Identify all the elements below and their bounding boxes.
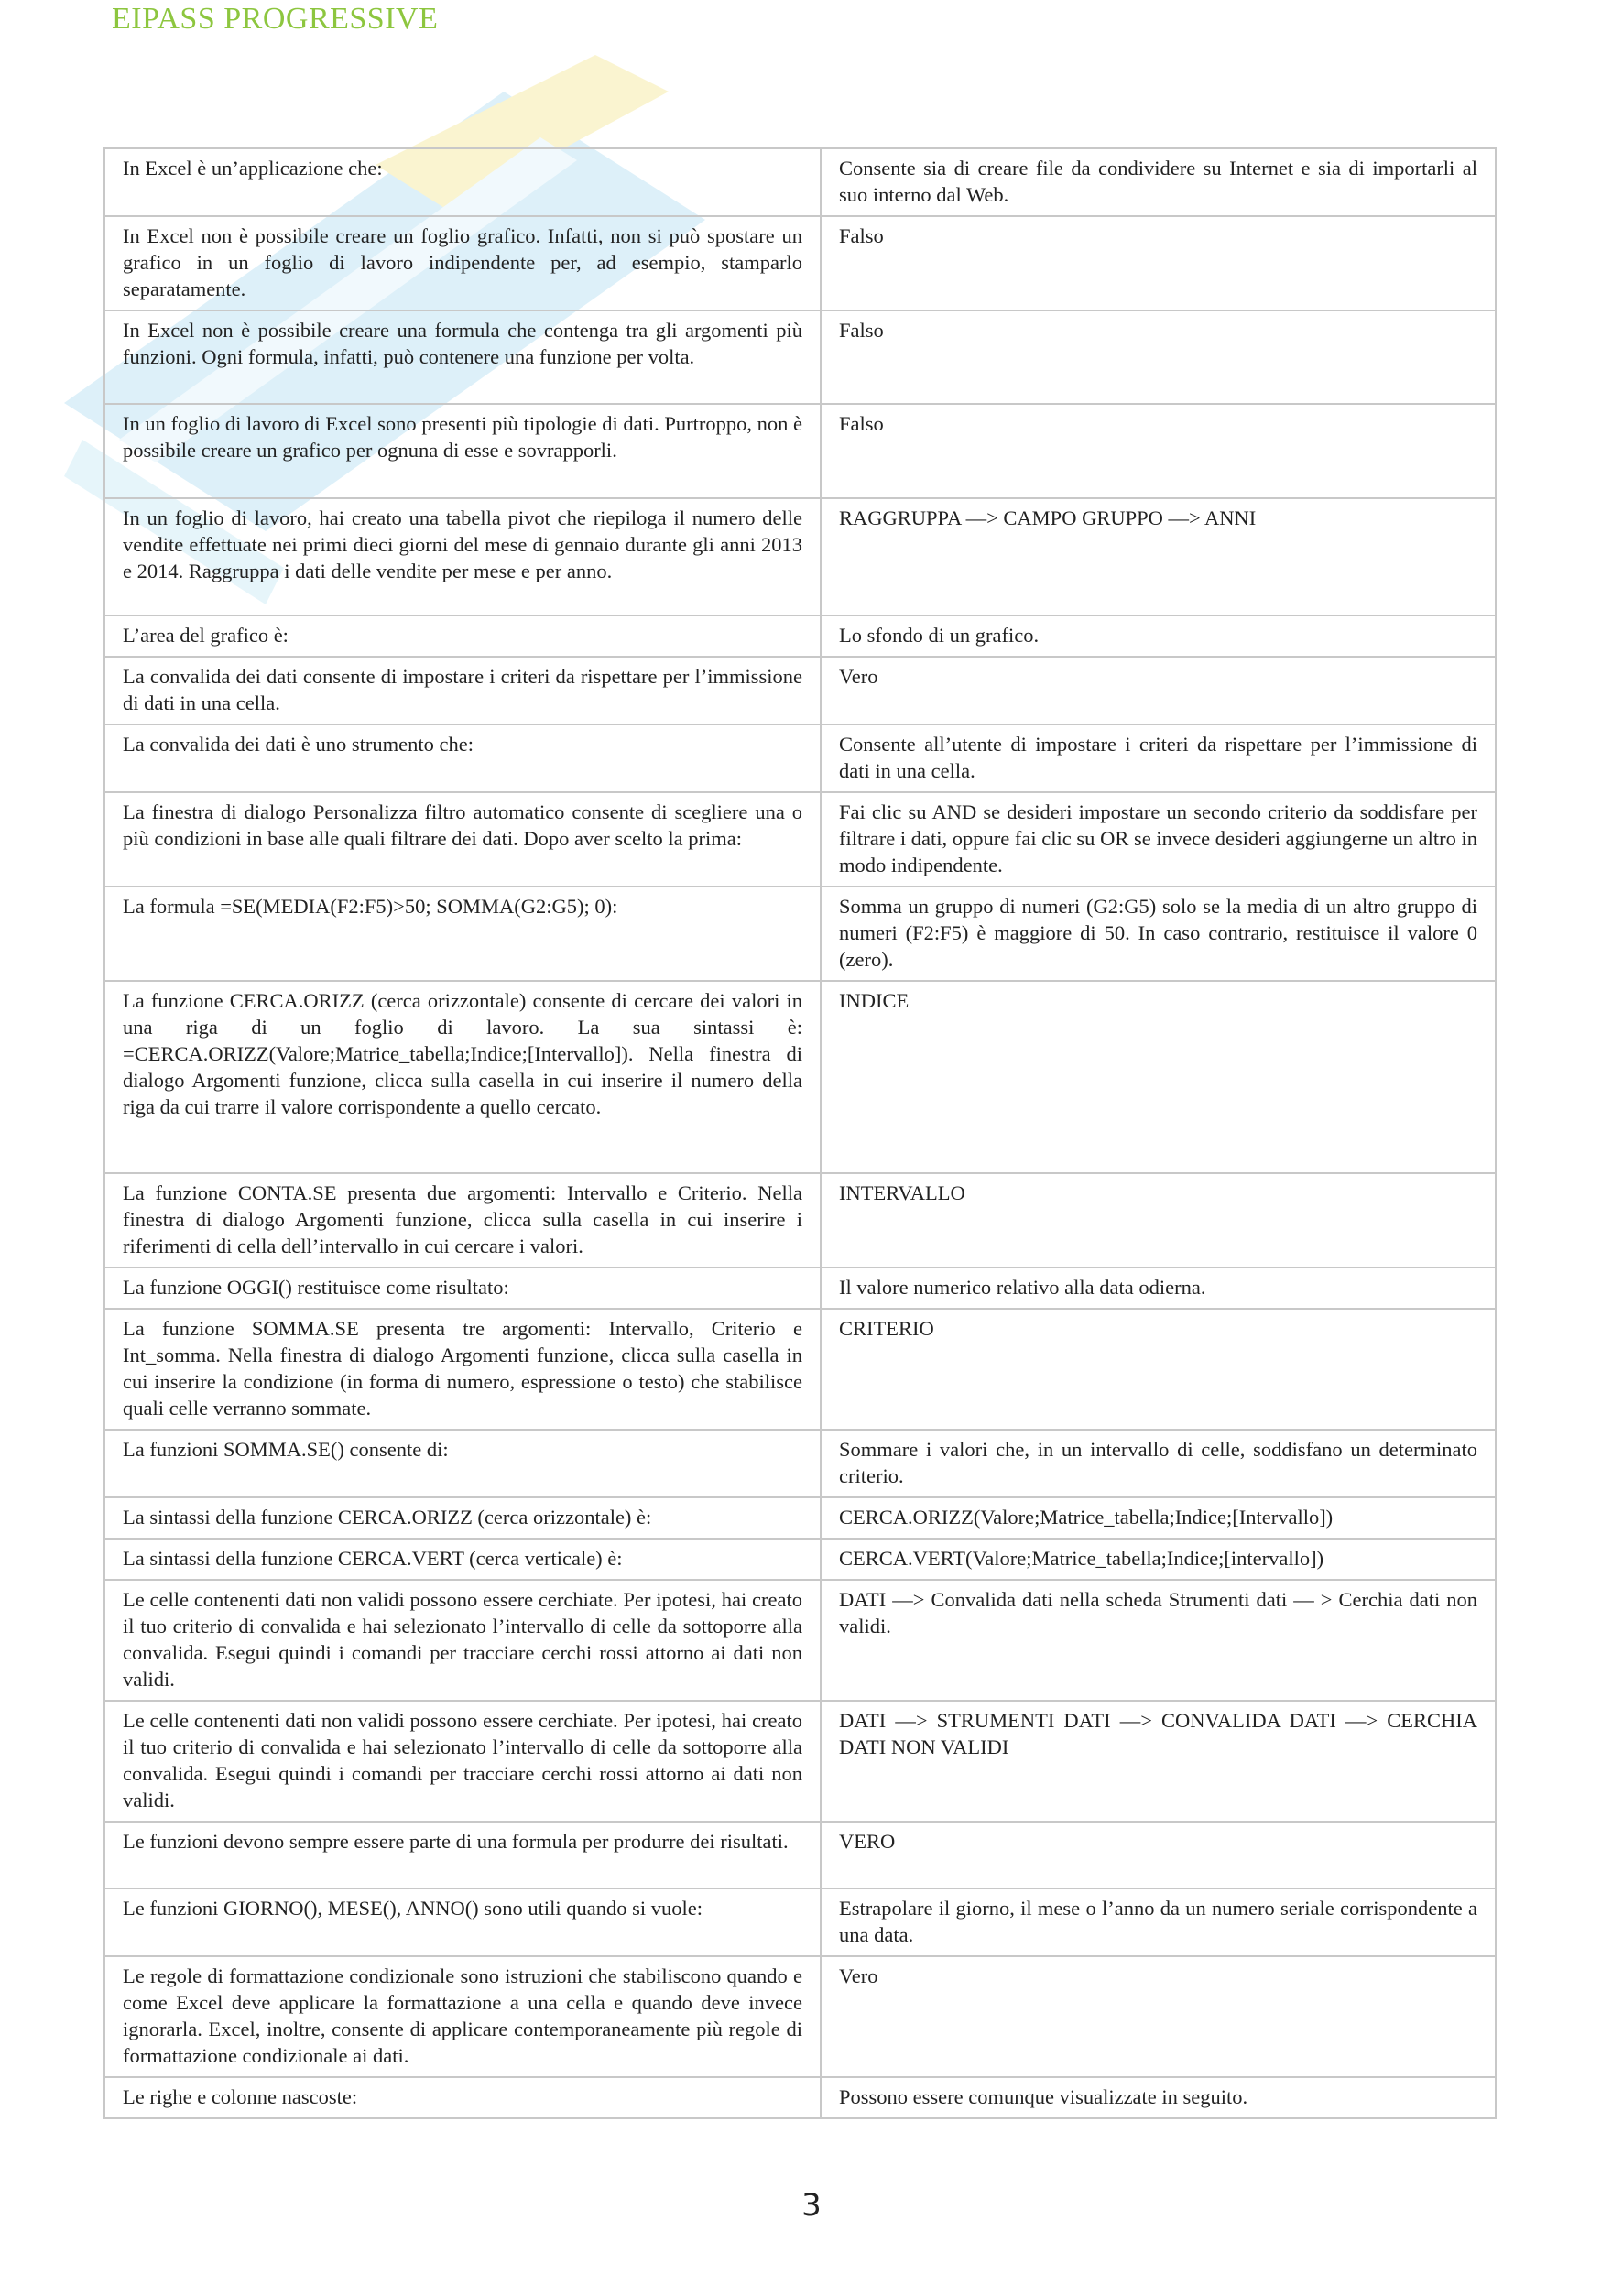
answer-cell: Possono essere comunque visualizzate in seguito. [821,2077,1496,2118]
question-cell: La sintassi della funzione CERCA.VERT (cerca verticale) è: [104,1539,821,1580]
question-cell: Le righe e colonne nascoste: [104,2077,821,2118]
table-row [104,310,1496,404]
page-number: 3 [801,2187,822,2224]
question-cell: La finestra di dialogo Personalizza filtro automatico consente di scegliere una o più condizioni in base alle quali filtrare dei dati. Dopo aver scelto la prima: [104,792,821,887]
table-row [104,1173,1496,1268]
question-cell: In Excel non è possibile creare un foglio grafico. Infatti, non si può spostare un grafico in un foglio di lavoro indipendente per, ad esempio, stamparlo separatamente. [104,216,821,310]
table-row [104,1430,1496,1497]
question-cell: In Excel è un’applicazione che: [104,148,821,216]
question-cell: La convalida dei dati è uno strumento che: [104,724,821,792]
question-cell: La convalida dei dati consente di impostare i criteri da rispettare per l’immissione di dati in una cella. [104,657,821,724]
answer-cell: CERCA.ORIZZ(Valore;Matrice_tabella;Indice;[Intervallo]) [821,1497,1496,1539]
answer-cell: Il valore numerico relativo alla data odierna. [821,1268,1496,1309]
table-row [104,792,1496,887]
question-cell: Le funzioni devono sempre essere parte di una formula per produrre dei risultati. [104,1822,821,1888]
question-cell: Le regole di formattazione condizionale sono istruzioni che stabiliscono quando e come Excel deve applicare la formattazione a una cella e quando deve invece ignorarla. Excel, inoltre, consente di applicare contemporaneamente più regole di formattazione condizionale ai dati. [104,1956,821,2077]
table-row [104,724,1496,792]
answer-cell: Sommare i valori che, in un intervallo di celle, soddisfano un determinato criterio. [821,1430,1496,1497]
question-cell: In Excel non è possibile creare una formula che contenga tra gli argomenti più funzioni. Ogni formula, infatti, può contenere una funzione per volta. [104,310,821,404]
table-row [104,1822,1496,1888]
table-row [104,1580,1496,1701]
answer-cell: DATI —> Convalida dati nella scheda Strumenti dati — > Cerchia dati non validi. [821,1580,1496,1701]
question-cell: Le celle contenenti dati non validi possono essere cerchiate. Per ipotesi, hai creato il tuo criterio di convalida e hai selezionato l’intervallo di celle da sottoporre alla convalida. Esegui quindi i comandi per tracciare cerchi rossi attorno ai dati non validi. [104,1701,821,1822]
table-row [104,1309,1496,1430]
table-row [104,1701,1496,1822]
table-row [104,404,1496,498]
table-row [104,148,1496,216]
table-row [104,1539,1496,1580]
answer-cell: Vero [821,1956,1496,2077]
question-cell: L’area del grafico è: [104,615,821,657]
answer-cell: Consente sia di creare file da condividere su Internet e sia di importarli al suo interno dal Web. [821,148,1496,216]
question-cell: Le celle contenenti dati non validi possono essere cerchiate. Per ipotesi, hai creato il tuo criterio di convalida e hai selezionato l’intervallo di celle da sottoporre alla convalida. Esegui quindi i comandi per tracciare cerchi rossi attorno ai dati non validi. [104,1580,821,1701]
table-row [104,216,1496,310]
question-cell: La funzione CERCA.ORIZZ (cerca orizzontale) consente di cercare dei valori in una riga di un foglio di lavoro. La sua sintassi è: =CERCA.ORIZZ(Valore;Matrice_tabella;Indice;[Intervallo]). Nella finestra di dialogo Argomenti funzione, clicca sulla casella in cui inserire il numero della riga da cui trarre il valore corrispondente a quello cercato. [104,981,821,1173]
table-row [104,1497,1496,1539]
answer-cell: VERO [821,1822,1496,1888]
answer-cell: Falso [821,310,1496,404]
answer-cell: INTERVALLO [821,1173,1496,1268]
question-cell: La funzioni SOMMA.SE() consente di: [104,1430,821,1497]
question-cell: La funzione CONTA.SE presenta due argomenti: Intervallo e Criterio. Nella finestra di dialogo Argomenti funzione, clicca sulla casella in cui inserire i riferimenti di cella dell’intervallo in cui cercare i valori. [104,1173,821,1268]
answer-cell: INDICE [821,981,1496,1173]
answer-cell: DATI —> STRUMENTI DATI —> CONVALIDA DATI —> CERCHIA DATI NON VALIDI [821,1701,1496,1822]
question-cell: La funzione SOMMA.SE presenta tre argomenti: Intervallo, Criterio e Int_somma. Nella finestra di dialogo Argomenti funzione, clicca sulla casella in cui inserire la condizione (in forma di numero, espressione o testo) che stabilisce quali celle verranno sommate. [104,1309,821,1430]
table-row [104,657,1496,724]
table-row [104,1888,1496,1956]
question-cell: La formula =SE(MEDIA(F2:F5)>50; SOMMA(G2:G5); 0): [104,887,821,981]
answer-cell: Vero [821,657,1496,724]
answer-cell: Fai clic su AND se desideri impostare un secondo criterio da soddisfare per filtrare i dati, oppure fai clic su OR se invece desideri aggiungerne un altro in modo indipendente. [821,792,1496,887]
question-cell: Le funzioni GIORNO(), MESE(), ANNO() sono utili quando si vuole: [104,1888,821,1956]
answer-cell: Consente all’utente di impostare i criteri da rispettare per l’immissione di dati in una cella. [821,724,1496,792]
question-cell: La funzione OGGI() restituisce come risultato: [104,1268,821,1309]
question-cell: In un foglio di lavoro, hai creato una tabella pivot che riepiloga il numero delle vendite effettuate nei primi dieci giorni del mese di gennaio durante gli anni 2013 e 2014. Raggruppa i dati delle vendite per mese e per anno. [104,498,821,615]
answer-cell: CERCA.VERT(Valore;Matrice_tabella;Indice;[intervallo]) [821,1539,1496,1580]
table-row [104,498,1496,615]
table-row [104,1956,1496,2077]
answer-cell: Somma un gruppo di numeri (G2:G5) solo se la media di un altro gruppo di numeri (F2:F5) è maggiore di 50. In caso contrario, restituisce il valore 0 (zero). [821,887,1496,981]
answer-cell: Falso [821,404,1496,498]
table-row [104,615,1496,657]
answer-cell: RAGGRUPPA —> CAMPO GRUPPO —> ANNI [821,498,1496,615]
answer-cell: Lo sfondo di un grafico. [821,615,1496,657]
table-row [104,1268,1496,1309]
page-header-title: EIPASS PROGRESSIVE [112,2,439,36]
table-row [104,887,1496,981]
question-cell: La sintassi della funzione CERCA.ORIZZ (cerca orizzontale) è: [104,1497,821,1539]
table-row [104,2077,1496,2118]
qa-table [103,147,1497,2119]
question-cell: In un foglio di lavoro di Excel sono presenti più tipologie di dati. Purtroppo, non è possibile creare un grafico per ognuna di esse e sovrapporli. [104,404,821,498]
answer-cell: Falso [821,216,1496,310]
answer-cell: Estrapolare il giorno, il mese o l’anno da un numero seriale corrispondente a una data. [821,1888,1496,1956]
table-row [104,981,1496,1173]
answer-cell: CRITERIO [821,1309,1496,1430]
